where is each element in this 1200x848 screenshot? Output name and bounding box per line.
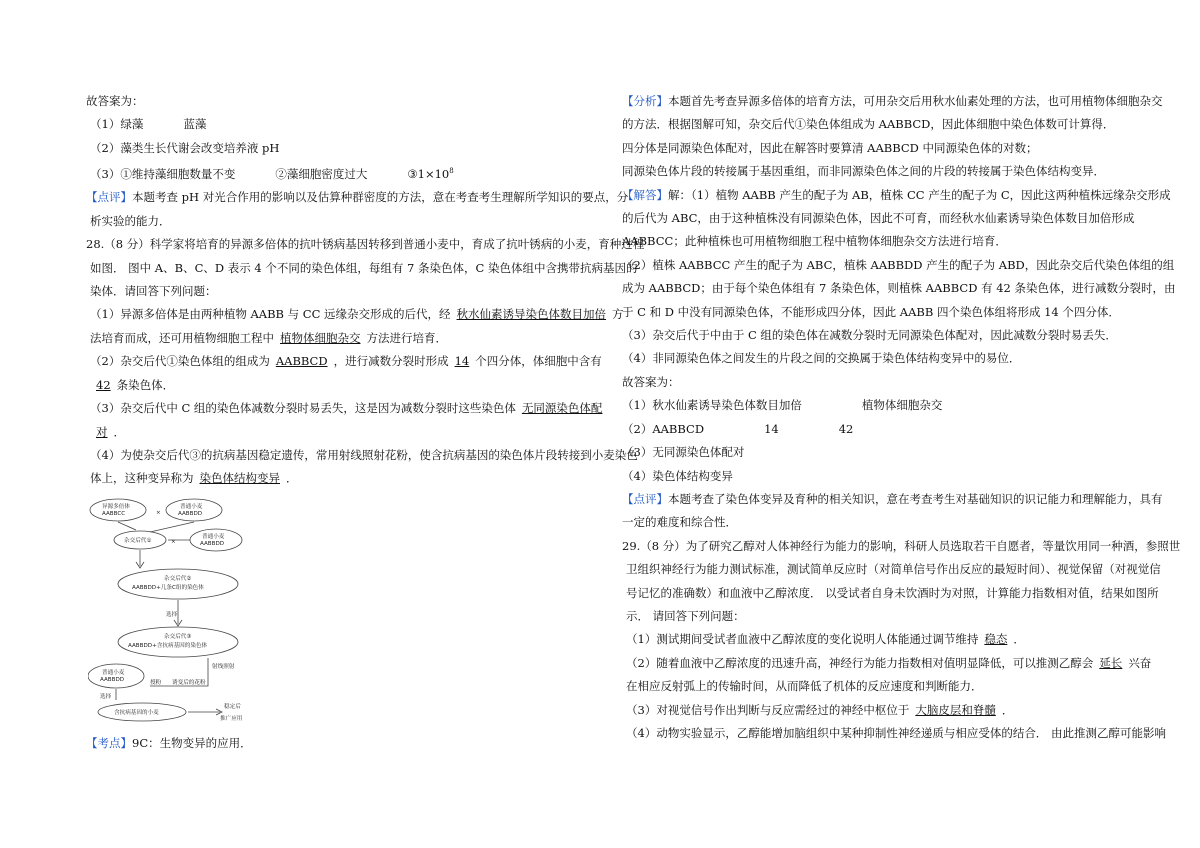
pollinate-label: 授粉: [150, 680, 162, 686]
box-wheat-1: [166, 499, 222, 521]
q29-sub-2: （2）随着血液中乙醇浓度的迅速升高，神经行为能力指数相对值明显降低，可以推测乙醇会 延长 兴奋: [626, 655, 1152, 670]
final-label-2: 推广应用: [220, 716, 243, 722]
sub-question-4-cont: 体上，这种变异称为 染色体结构变异 ．: [90, 471, 298, 486]
answer-2-line-2: （2）AABBCD 14 42: [622, 421, 854, 436]
solution-line-4: （2）植株 AABBCC 产生的配子为 ABC，植株 AABBDD 产生的配子为 ABD，因此杂交后代染色体组的组: [622, 257, 1175, 272]
select-label-1: 选择: [166, 612, 178, 618]
hybrid-1-label: 杂交后代①: [124, 538, 152, 544]
solution-line-5: 成为 AABBCD；由于每个染色体组有 7 条染色体，则植株 AABBCD 有 42 条染色体，进行减数分裂时，由: [622, 281, 1176, 296]
wheat-label-2: 普通小麦: [202, 534, 225, 540]
answer-line-1: （1）绿藻 蓝藻: [90, 117, 207, 132]
wheat-genome-3: AABBDD: [100, 677, 125, 683]
answer-blank: 对: [96, 424, 108, 439]
answer-2-line-3: （3）无同源染色体配对: [622, 445, 745, 460]
question-29-line-3: 号记忆的准确数）和血液中乙醇浓度． 以受试者自身未饮酒时为对照，计算能力指数相对值，结果如图所: [626, 585, 1159, 600]
q29-sub-3: （3）对视觉信号作出判断与反应需经过的神经中枢位于 大脑皮层和脊髓 ．: [626, 702, 1014, 717]
hybrid-2-label: 杂交后代②: [164, 576, 192, 582]
box-polyploid: [90, 499, 146, 521]
answer-2-line-4: （4）染色体结构变异: [622, 468, 733, 483]
polyploid-label: 异源多倍体: [102, 504, 130, 510]
answer-blank: 秋水仙素诱导染色体数目加倍: [456, 307, 607, 322]
wheat-label-3: 普通小麦: [102, 670, 125, 676]
arrow-5: [188, 709, 222, 715]
solution-line-1: 【解答】解：（1）植物 AABB 产生的配子为 AB，植株 CC 产生的配子为 C，因此这两种植株远缘杂交形成: [622, 187, 1171, 202]
answer-blank: 延长: [1099, 655, 1123, 670]
box-hybrid-2: [118, 569, 238, 599]
box-wheat-3: [88, 664, 144, 688]
answer-blank: 稳态: [984, 632, 1008, 647]
answer-line-2: （2）藻类生长代谢会改变培养液 pH: [90, 140, 280, 155]
pollen-label: 诱变后的花粉: [172, 680, 206, 686]
box-wheat-2: [190, 529, 242, 551]
question-29-line-1: 29.（8 分）为了研究乙醇对人体神经行为能力的影响，科研人员选取若干自愿者，等量饮用同一种酒，参照世: [622, 538, 1181, 553]
diagram-svg: [88, 496, 258, 732]
q29-sub-4: （4）动物实验显示，乙醇能增加脑组织中某种抑制性神经递质与相应受体的结合． 由此推测乙醇可能影响: [626, 725, 1166, 740]
answer-line-3: （3）①维持藻细胞数量不变 ②藻细胞密度过大 $③1\times 10^8$: [90, 167, 454, 182]
q29-sub-1: （1）测试期间受试者血液中乙醇浓度的变化说明人体能通过调节维持 稳态 ．: [626, 632, 1025, 647]
wheat-genome-1: AABBDD: [178, 511, 203, 517]
hybrid-3-label: 杂交后代③: [164, 634, 192, 640]
right-column: [622, 90, 1181, 745]
question-28-line-3: 染体．请回答下列问题：: [90, 284, 217, 299]
comment-line-2: 析实验的能力．: [90, 213, 171, 228]
resistant-wheat-label: 含抗病基因的小麦: [114, 710, 159, 716]
hybrid-2-genome: AABBDD+几条C组的染色体: [132, 585, 204, 591]
solution-line-2: 的后代为 ABC，由于这种植株没有同源染色体，因此不可育，而经秋水仙素诱导染色体数目加倍形成: [622, 211, 1135, 226]
answer-blank: 染色体结构变异: [199, 471, 280, 486]
question-28-line-2: 如图． 图中 A、B、C、D 表示 4 个不同的染色体组，每组有 7 条染色体，C 染色体组中含携带抗病基因的: [90, 260, 638, 275]
sub-question-3: （3）杂交后代中 C 组的染色体减数分裂时易丢失，这是因为减数分裂时这些染色体 无同源染色体配: [86, 397, 594, 420]
sub-question-1: （1）异源多倍体是由两种植物 AABB 与 CC 远缘杂交形成的后代，经 秋水仙素诱导染色体数目加倍 方: [90, 307, 624, 322]
analysis-line-3: 四分体是同源染色体配对，因此在解答时要算清 AABBCD 中同源染色体的对数；: [622, 140, 1038, 155]
analysis-line-1: 【分析】本题首先考查异源多倍体的培育方法，可用杂交后用秋水仙素处理的方法，也可用植物体细胞杂交: [622, 94, 1163, 108]
left-column: [86, 90, 645, 491]
answer-blank: 14: [454, 354, 470, 369]
exam-point: 【考点】9C：生物变异的应用．: [86, 736, 252, 750]
wheat-genome-2: AABBDD: [200, 541, 225, 547]
final-label-1: 稳定后: [224, 704, 241, 710]
solution-line-6: 于 C 和 D 中没有同源染色体，不能形成四分体，因此 AABB 四个染色体组将形成 14 个四分体．: [622, 304, 1120, 319]
box-hybrid-3: [118, 627, 238, 657]
arrow-1: [136, 550, 144, 568]
breeding-flow-diagram: [88, 496, 258, 732]
select-label-2: 选择: [100, 694, 112, 700]
sub-question-2-cont: 42 条染色体．: [86, 374, 594, 397]
answer-blank: 42: [96, 377, 111, 392]
solution-line-3: AABBCC；此种植株也可用植物细胞工程中植物体细胞杂交方法进行培育．: [622, 234, 1007, 249]
sub-question-2: （2）杂交后代①染色体组的组成为 AABBCD ，进行减数分裂时形成 14 个四分体，体细胞中含有: [90, 354, 602, 369]
comment-2-line-2: 一定的难度和综合性．: [622, 515, 737, 530]
sub-question-1-cont: 法培育而成，还可用植物细胞工程中 植物体细胞杂交 方法进行培育．: [90, 330, 447, 345]
sub-question-3-cont: 对 ．: [86, 421, 594, 444]
wheat-label-1: 普通小麦: [180, 504, 203, 510]
question-28-line-1: 28.（8 分）科学家将培育的异源多倍体的抗叶锈病基因转移到普通小麦中，育成了抗叶锈病的小麦，育种过程: [86, 237, 645, 252]
answer-blank: 大脑皮层和脊髓: [915, 702, 996, 717]
cross-symbol-1: ×: [156, 510, 161, 516]
solution-line-8: （4）非同源染色体之间发生的片段之间的交换属于染色体结构变异中的易位．: [622, 351, 1021, 366]
analysis-line-4: 同源染色体片段的转接属于基因重组，而非同源染色体之间的片段的转接属于染色体结构变异．: [622, 164, 1105, 179]
answer-blank: AABBCD: [275, 354, 328, 369]
answer-2-line-1: （1）秋水仙素诱导染色体数目加倍 植物体细胞杂交: [622, 398, 943, 413]
hybrid-3-genome: AABBDD+含抗病基因的染色体: [128, 643, 208, 649]
sub-question-4: （4）为使杂交后代③的抗病基因稳定遗传，常用射线照射花粉，使含抗病基因的染色体片段转接到小麦染色: [90, 447, 638, 462]
answer-blank: 植物体细胞杂交: [280, 330, 361, 345]
solution-line-7: （3）杂交后代于中由于 C 组的染色体在减数分裂时无同源染色体配对，因此减数分裂时易丢失．: [622, 328, 1117, 343]
cross-symbol-2: ×: [171, 539, 176, 545]
answer-heading-2: 故答案为：: [622, 374, 680, 389]
q29-sub-2-cont: 在相应反射弧上的传输时间，从而降低了机体的反应速度和判断能力．: [626, 679, 983, 694]
answer-heading: 故答案为：: [86, 94, 144, 108]
polyploid-genome: AABBCC: [102, 511, 126, 517]
comment-2-line-1: 【点评】本题考查了染色体变异及育种的相关知识，意在考查考生对基础知识的识记能力和理解能力，具有: [622, 491, 1163, 506]
comment-line-1: 【点评】本题考查 pH 对光合作用的影响以及估算种群密度的方法，意在考查考生理解所学知识的要点，分: [86, 190, 629, 205]
analysis-line-2: 的方法．根据图解可知，杂交后代①染色体组成为 AABBCD，因此体细胞中染色体数可计算得．: [622, 117, 1115, 132]
question-29-line-4: 示． 请回答下列问题：: [626, 608, 745, 623]
radiation-label: 射线照射: [212, 664, 235, 670]
question-29-line-2: 卫组织神经行为能力测试标准，测试简单反应时（对简单信号作出反应的最短时间）、视觉保留（对视觉信: [626, 562, 1161, 577]
answer-blank: 无同源染色体配: [521, 401, 603, 416]
